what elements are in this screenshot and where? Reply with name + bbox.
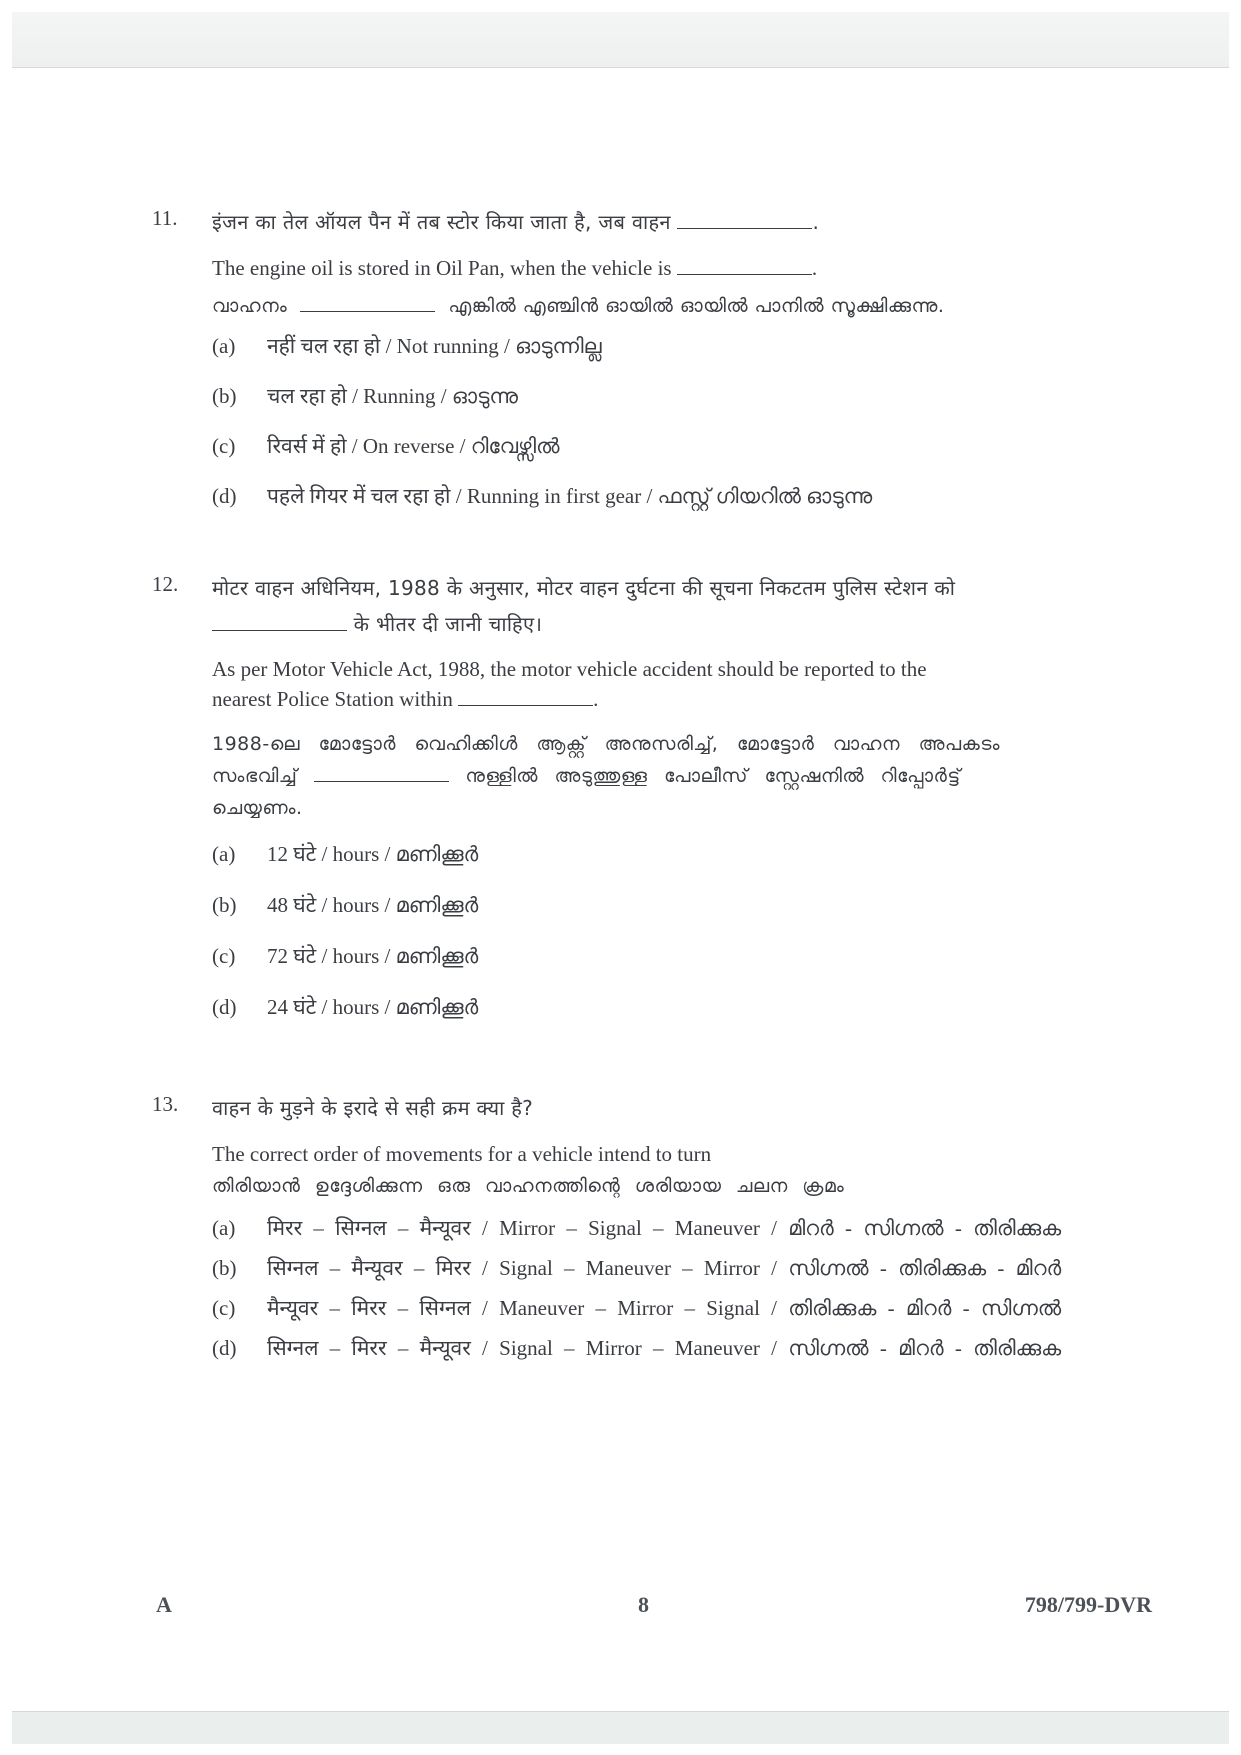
answer-blank <box>314 763 449 782</box>
question-text-english: As per Motor Vehicle Act, 1988, the motor vehicle accident should be reported to the <box>212 657 927 681</box>
answer-blank <box>677 210 812 229</box>
scan-border-bottom <box>12 1711 1229 1744</box>
question-13 <box>152 1092 1152 1382</box>
question-number: 13. <box>152 1092 179 1116</box>
option-c[interactable]: (c) मैन्यूवर – मिरर – सिग्नल / Maneuver – Mirror – Signal / തിരിക്കുക - മിറർ - സിഗ്നൽ <box>212 1296 1062 1320</box>
option-a[interactable]: (a) नहीं चल रहा हो / Not running / ഓടുന്നില്ല <box>212 334 602 358</box>
question-text-malayalam: 1988-ലെ മോട്ടോർ വെഹിക്കിൾ ആക്റ്റ് അനുസരിച്ച്, മോട്ടോർ വാഹന അപകടം <box>212 733 1000 755</box>
question-text-hindi: वाहन के मुड़ने के इरादे से सही क्रम क्या है? <box>212 1096 534 1120</box>
question-number: 11. <box>152 206 178 230</box>
question-text-hindi: मोटर वाहन अधिनियम, 1988 के अनुसार, मोटर वाहन दुर्घटना की सूचना निकटतम पुलिस स्टेशन को <box>212 576 956 600</box>
option-b[interactable]: (b) सिग्नल – मैन्यूवर – मिरर / Signal – Maneuver – Mirror / സിഗ്നൽ - തിരിക്കുക - മിറർ <box>212 1256 1062 1280</box>
question-text-english: The engine oil is stored in Oil Pan, when the vehicle is . <box>212 256 818 280</box>
question-12: 12. मोटर वाहन अधिनियम, 1988 के अनुसार, मोटर वाहन दुर्घटना की सूचना निकटतम पुलिस स्टेशन को के भीतर दी जानी चाहिए। As per Motor Vehicle Act, 1988, the motor vehicle accident should be reported to the nearest Police Station within . 1988-ലെ മോട്ടോർ വെഹിക്കിൾ ആക്റ്റ് അനുസരിച്ച്, മോട്ടോർ വാഹന അപകടം സംഭവിച്ച് നുള്ളിൽ അടുത്തുള്ള പോലീസ് സ്റ്റേഷനിൽ റിപ്പോർട്ട് ചെയ്യണം. (a) 12 घंटे / hours / മണിക്കൂർ (b) 48 घंटे / hours / മണിക്കൂർ (c) 72 घंटे / hours / മണിക്കൂർ (d) 24 घंटे / hours / മണിക്കൂർ <box>152 572 1152 1041</box>
paper-code: 798/799-DVR <box>1024 1592 1152 1617</box>
question-text-english: The correct order of movements for a vehicle intend to turn <box>212 1142 712 1166</box>
option-c[interactable]: (c) रिवर्स में हो / On reverse / റിവേഴ്സിൽ <box>212 434 560 458</box>
page-number: 8 <box>638 1592 649 1617</box>
question-number: 12. <box>152 572 179 596</box>
option-a[interactable]: (a) मिरर – सिग्नल – मैन्यूवर / Mirror – Signal – Maneuver / മിറർ - സിഗ്നൽ - തിരിക്കുക <box>212 1216 1062 1240</box>
scan-border-top <box>12 12 1229 68</box>
options-list <box>212 1212 1152 1366</box>
answer-blank <box>300 293 435 312</box>
page-footer <box>156 1592 1152 1622</box>
options-list <box>212 838 1152 1025</box>
answer-blank <box>677 256 812 275</box>
question-11 <box>152 206 1152 530</box>
series-label: A <box>156 1592 172 1617</box>
option-d[interactable]: (d) 24 घंटे / hours / മണിക്കൂർ <box>212 995 479 1019</box>
option-a[interactable]: (a) 12 घंटे / hours / മണിക്കൂർ <box>212 842 479 866</box>
question-text-malayalam: തിരിയാൻ ഉദ്ദേശിക്കുന്ന ഒരു വാഹനത്തിന്റെ ശരിയായ ചലന ക്രമം <box>212 1175 845 1197</box>
option-d[interactable]: (d) पहले गियर में चल रहा हो / Running in first gear / ഫസ്റ്റ് ഗിയറിൽ ഓടുന്നു <box>212 484 873 508</box>
answer-blank <box>458 687 593 706</box>
question-text-malayalam: വാഹനം എങ്കിൽ എഞ്ചിൻ ഓയിൽ ഓയിൽ പാനിൽ സൂക്ഷിക്കുന്നു. <box>212 295 945 317</box>
option-d[interactable]: (d) सिग्नल – मिरर – मैन्यूवर / Signal – Mirror – Maneuver / സിഗ്നൽ - മിറർ - തിരിക്കുക <box>212 1336 1062 1360</box>
question-text-hindi: इंजन का तेल ऑयल पैन में तब स्टोर किया जाता है, जब वाहन . <box>212 210 820 234</box>
answer-blank <box>212 612 347 631</box>
option-b[interactable]: (b) चल रहा हो / Running / ഓടുന്നു <box>212 384 518 408</box>
option-c[interactable]: (c) 72 घंटे / hours / മണിക്കൂർ <box>212 944 479 968</box>
option-b[interactable]: (b) 48 घंटे / hours / മണിക്കൂർ <box>212 893 479 917</box>
options-list <box>212 330 1152 514</box>
